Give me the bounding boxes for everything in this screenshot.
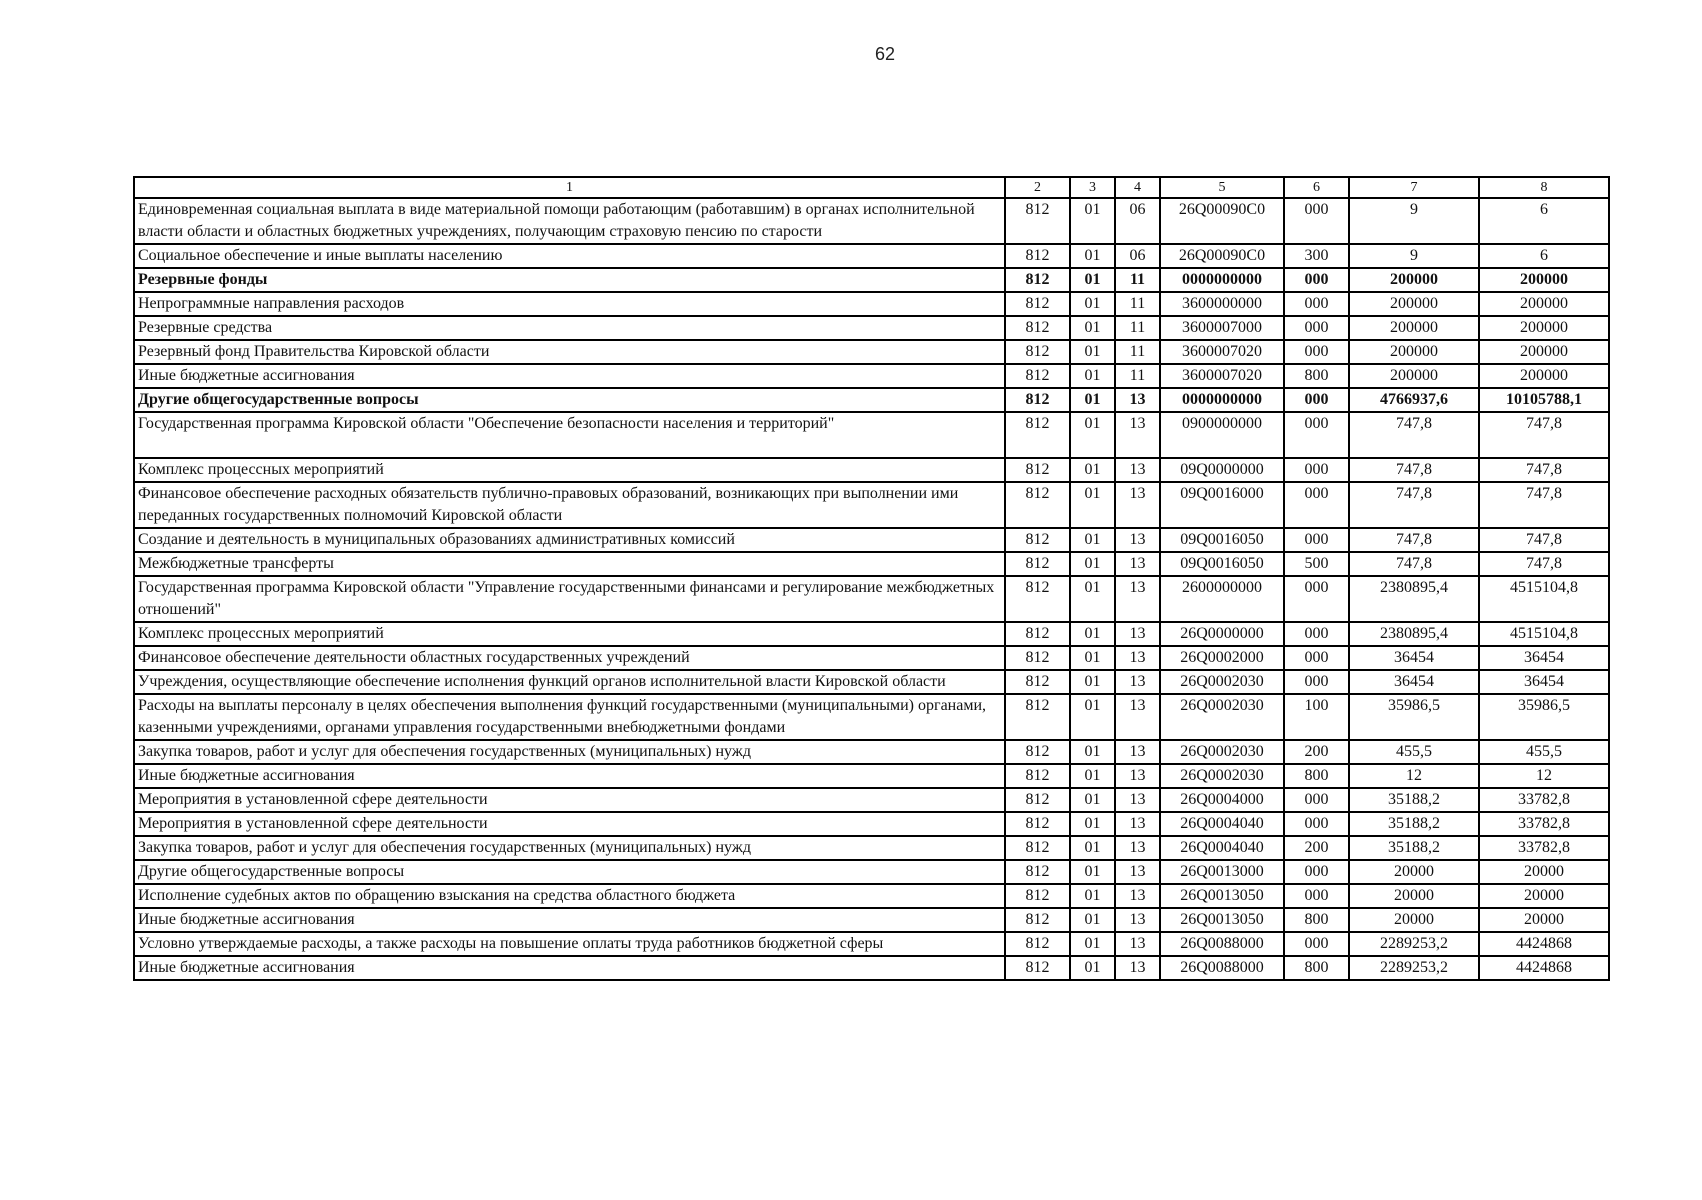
section-code: 01 [1070, 956, 1115, 980]
section-code: 01 [1070, 528, 1115, 552]
table-row [134, 956, 1609, 980]
amount-col-8: 200000 [1479, 292, 1609, 316]
amount-col-8: 35986,5 [1479, 694, 1609, 740]
subsection-code: 13 [1115, 956, 1160, 980]
expense-type-code: 000 [1284, 860, 1349, 884]
section-code: 01 [1070, 268, 1115, 292]
ministry-code: 812 [1005, 932, 1070, 956]
line-item-name: Закупка товаров, работ и услуг для обеспечения государственных (муниципальных) нужд [134, 836, 1005, 860]
line-item-name: Комплекс процессных мероприятий [134, 458, 1005, 482]
subsection-code: 13 [1115, 860, 1160, 884]
amount-col-7: 36454 [1349, 646, 1479, 670]
section-code: 01 [1070, 836, 1115, 860]
section-code: 01 [1070, 622, 1115, 646]
section-code: 01 [1070, 458, 1115, 482]
target-article-code: 09Q0000000 [1160, 458, 1284, 482]
amount-col-7: 35986,5 [1349, 694, 1479, 740]
table-row [134, 528, 1609, 552]
subsection-code: 13 [1115, 388, 1160, 412]
subsection-code: 11 [1115, 364, 1160, 388]
ministry-code: 812 [1005, 458, 1070, 482]
ministry-code: 812 [1005, 646, 1070, 670]
amount-col-8: 200000 [1479, 316, 1609, 340]
table-row [134, 198, 1609, 244]
line-item-name: Другие общегосударственные вопросы [134, 388, 1005, 412]
table-row [134, 670, 1609, 694]
table-row [134, 412, 1609, 458]
ministry-code: 812 [1005, 316, 1070, 340]
table-header-row [134, 177, 1609, 198]
table-row [134, 316, 1609, 340]
ministry-code: 812 [1005, 292, 1070, 316]
target-article-code: 3600000000 [1160, 292, 1284, 316]
subsection-code: 13 [1115, 836, 1160, 860]
target-article-code: 3600007020 [1160, 364, 1284, 388]
subsection-code: 13 [1115, 884, 1160, 908]
expense-type-code: 800 [1284, 764, 1349, 788]
subsection-code: 13 [1115, 412, 1160, 458]
section-code: 01 [1070, 932, 1115, 956]
subsection-code: 13 [1115, 932, 1160, 956]
column-header: 4 [1115, 177, 1160, 198]
line-item-name: Единовременная социальная выплата в виде материальной помощи работающим (работавшим) в органах исполнительной власти области и областных бюджетных учреждениях, получающим страховую пенсию по старости [134, 198, 1005, 244]
line-item-name: Мероприятия в установленной сфере деятельности [134, 812, 1005, 836]
expense-type-code: 000 [1284, 932, 1349, 956]
subsection-code: 13 [1115, 576, 1160, 622]
amount-col-7: 35188,2 [1349, 788, 1479, 812]
table-row [134, 646, 1609, 670]
subsection-code: 13 [1115, 622, 1160, 646]
ministry-code: 812 [1005, 198, 1070, 244]
expense-type-code: 000 [1284, 388, 1349, 412]
target-article-code: 0900000000 [1160, 412, 1284, 458]
expense-type-code: 500 [1284, 552, 1349, 576]
table-row [134, 836, 1609, 860]
section-code: 01 [1070, 552, 1115, 576]
amount-col-7: 20000 [1349, 908, 1479, 932]
table-row [134, 694, 1609, 740]
section-code: 01 [1070, 764, 1115, 788]
ministry-code: 812 [1005, 860, 1070, 884]
amount-col-8: 747,8 [1479, 412, 1609, 458]
amount-col-8: 10105788,1 [1479, 388, 1609, 412]
expense-type-code: 000 [1284, 198, 1349, 244]
amount-col-7: 35188,2 [1349, 812, 1479, 836]
amount-col-8: 33782,8 [1479, 836, 1609, 860]
target-article-code: 26Q0004000 [1160, 788, 1284, 812]
column-header: 1 [134, 177, 1005, 198]
expense-type-code: 200 [1284, 836, 1349, 860]
column-header: 3 [1070, 177, 1115, 198]
line-item-name: Условно утверждаемые расходы, а также расходы на повышение оплаты труда работников бюджетной сферы [134, 932, 1005, 956]
ministry-code: 812 [1005, 764, 1070, 788]
section-code: 01 [1070, 694, 1115, 740]
column-header: 5 [1160, 177, 1284, 198]
section-code: 01 [1070, 388, 1115, 412]
amount-col-8: 33782,8 [1479, 788, 1609, 812]
target-article-code: 26Q0088000 [1160, 932, 1284, 956]
ministry-code: 812 [1005, 364, 1070, 388]
ministry-code: 812 [1005, 388, 1070, 412]
subsection-code: 13 [1115, 788, 1160, 812]
expense-type-code: 000 [1284, 292, 1349, 316]
expense-type-code: 000 [1284, 268, 1349, 292]
table-row [134, 364, 1609, 388]
target-article-code: 26Q0088000 [1160, 956, 1284, 980]
table-row [134, 244, 1609, 268]
section-code: 01 [1070, 576, 1115, 622]
section-code: 01 [1070, 860, 1115, 884]
target-article-code: 09Q0016050 [1160, 552, 1284, 576]
line-item-name: Исполнение судебных актов по обращению взыскания на средства областного бюджета [134, 884, 1005, 908]
column-header: 8 [1479, 177, 1609, 198]
amount-col-8: 200000 [1479, 364, 1609, 388]
expense-type-code: 000 [1284, 316, 1349, 340]
column-header: 7 [1349, 177, 1479, 198]
expense-type-code: 000 [1284, 482, 1349, 528]
target-article-code: 26Q0004040 [1160, 812, 1284, 836]
amount-col-8: 12 [1479, 764, 1609, 788]
ministry-code: 812 [1005, 836, 1070, 860]
target-article-code: 26Q0004040 [1160, 836, 1284, 860]
amount-col-7: 200000 [1349, 340, 1479, 364]
section-code: 01 [1070, 646, 1115, 670]
amount-col-7: 747,8 [1349, 458, 1479, 482]
line-item-name: Финансовое обеспечение деятельности областных государственных учреждений [134, 646, 1005, 670]
amount-col-7: 200000 [1349, 292, 1479, 316]
table-row [134, 764, 1609, 788]
amount-col-8: 33782,8 [1479, 812, 1609, 836]
target-article-code: 26Q0000000 [1160, 622, 1284, 646]
subsection-code: 11 [1115, 340, 1160, 364]
amount-col-7: 2289253,2 [1349, 956, 1479, 980]
amount-col-8: 20000 [1479, 908, 1609, 932]
amount-col-7: 747,8 [1349, 482, 1479, 528]
amount-col-7: 20000 [1349, 884, 1479, 908]
subsection-code: 11 [1115, 292, 1160, 316]
amount-col-7: 2380895,4 [1349, 576, 1479, 622]
amount-col-7: 20000 [1349, 860, 1479, 884]
table-row [134, 458, 1609, 482]
section-code: 01 [1070, 908, 1115, 932]
amount-col-8: 4424868 [1479, 956, 1609, 980]
amount-col-8: 20000 [1479, 884, 1609, 908]
target-article-code: 09Q0016050 [1160, 528, 1284, 552]
amount-col-8: 200000 [1479, 340, 1609, 364]
line-item-name: Мероприятия в установленной сфере деятельности [134, 788, 1005, 812]
table-row [134, 340, 1609, 364]
ministry-code: 812 [1005, 528, 1070, 552]
table-row [134, 740, 1609, 764]
table-row [134, 388, 1609, 412]
expense-type-code: 800 [1284, 956, 1349, 980]
expense-type-code: 000 [1284, 340, 1349, 364]
expense-type-code: 000 [1284, 788, 1349, 812]
budget-table [133, 176, 1610, 981]
line-item-name: Резервные средства [134, 316, 1005, 340]
amount-col-7: 2289253,2 [1349, 932, 1479, 956]
target-article-code: 26Q0002030 [1160, 740, 1284, 764]
target-article-code: 26Q00090C0 [1160, 198, 1284, 244]
line-item-name: Иные бюджетные ассигнования [134, 956, 1005, 980]
subsection-code: 13 [1115, 694, 1160, 740]
amount-col-7: 200000 [1349, 268, 1479, 292]
amount-col-8: 4424868 [1479, 932, 1609, 956]
expense-type-code: 200 [1284, 740, 1349, 764]
amount-col-7: 36454 [1349, 670, 1479, 694]
target-article-code: 3600007020 [1160, 340, 1284, 364]
table-row [134, 908, 1609, 932]
expense-type-code: 000 [1284, 412, 1349, 458]
section-code: 01 [1070, 244, 1115, 268]
line-item-name: Государственная программа Кировской области "Обеспечение безопасности населения и территорий" [134, 412, 1005, 458]
table-row [134, 884, 1609, 908]
line-item-name: Комплекс процессных мероприятий [134, 622, 1005, 646]
ministry-code: 812 [1005, 622, 1070, 646]
subsection-code: 06 [1115, 198, 1160, 244]
target-article-code: 3600007000 [1160, 316, 1284, 340]
table-row [134, 268, 1609, 292]
expense-type-code: 000 [1284, 622, 1349, 646]
target-article-code: 26Q0002000 [1160, 646, 1284, 670]
table-row [134, 552, 1609, 576]
subsection-code: 13 [1115, 812, 1160, 836]
ministry-code: 812 [1005, 788, 1070, 812]
line-item-name: Учреждения, осуществляющие обеспечение исполнения функций органов исполнительной власти Кировской области [134, 670, 1005, 694]
expense-type-code: 000 [1284, 646, 1349, 670]
amount-col-7: 12 [1349, 764, 1479, 788]
amount-col-8: 6 [1479, 244, 1609, 268]
table-row [134, 860, 1609, 884]
subsection-code: 11 [1115, 268, 1160, 292]
section-code: 01 [1070, 788, 1115, 812]
subsection-code: 13 [1115, 908, 1160, 932]
line-item-name: Другие общегосударственные вопросы [134, 860, 1005, 884]
expense-type-code: 100 [1284, 694, 1349, 740]
table-body [134, 177, 1609, 980]
target-article-code: 0000000000 [1160, 388, 1284, 412]
subsection-code: 06 [1115, 244, 1160, 268]
subsection-code: 13 [1115, 764, 1160, 788]
amount-col-8: 6 [1479, 198, 1609, 244]
line-item-name: Иные бюджетные ассигнования [134, 764, 1005, 788]
line-item-name: Расходы на выплаты персоналу в целях обеспечения выполнения функций государственными (муниципальными) органами, казенными учреждениями, органами управления государственными внебюджетными фондами [134, 694, 1005, 740]
section-code: 01 [1070, 198, 1115, 244]
expense-type-code: 000 [1284, 458, 1349, 482]
subsection-code: 13 [1115, 552, 1160, 576]
section-code: 01 [1070, 340, 1115, 364]
section-code: 01 [1070, 482, 1115, 528]
amount-col-7: 4766937,6 [1349, 388, 1479, 412]
ministry-code: 812 [1005, 576, 1070, 622]
line-item-name: Межбюджетные трансферты [134, 552, 1005, 576]
amount-col-8: 747,8 [1479, 482, 1609, 528]
amount-col-8: 747,8 [1479, 528, 1609, 552]
expense-type-code: 300 [1284, 244, 1349, 268]
target-article-code: 2600000000 [1160, 576, 1284, 622]
column-header: 6 [1284, 177, 1349, 198]
ministry-code: 812 [1005, 482, 1070, 528]
column-header: 2 [1005, 177, 1070, 198]
table-row [134, 812, 1609, 836]
expense-type-code: 000 [1284, 884, 1349, 908]
ministry-code: 812 [1005, 956, 1070, 980]
amount-col-7: 747,8 [1349, 552, 1479, 576]
ministry-code: 812 [1005, 670, 1070, 694]
target-article-code: 0000000000 [1160, 268, 1284, 292]
expense-type-code: 000 [1284, 528, 1349, 552]
amount-col-8: 200000 [1479, 268, 1609, 292]
amount-col-7: 747,8 [1349, 528, 1479, 552]
expense-type-code: 800 [1284, 364, 1349, 388]
section-code: 01 [1070, 364, 1115, 388]
amount-col-7: 747,8 [1349, 412, 1479, 458]
ministry-code: 812 [1005, 552, 1070, 576]
amount-col-7: 200000 [1349, 364, 1479, 388]
amount-col-8: 36454 [1479, 646, 1609, 670]
amount-col-8: 455,5 [1479, 740, 1609, 764]
line-item-name: Социальное обеспечение и иные выплаты населению [134, 244, 1005, 268]
table-row [134, 482, 1609, 528]
section-code: 01 [1070, 740, 1115, 764]
amount-col-8: 36454 [1479, 670, 1609, 694]
ministry-code: 812 [1005, 694, 1070, 740]
line-item-name: Иные бюджетные ассигнования [134, 908, 1005, 932]
target-article-code: 26Q00090C0 [1160, 244, 1284, 268]
section-code: 01 [1070, 412, 1115, 458]
amount-col-7: 200000 [1349, 316, 1479, 340]
subsection-code: 11 [1115, 316, 1160, 340]
section-code: 01 [1070, 670, 1115, 694]
section-code: 01 [1070, 884, 1115, 908]
expense-type-code: 800 [1284, 908, 1349, 932]
table-row [134, 576, 1609, 622]
subsection-code: 13 [1115, 670, 1160, 694]
subsection-code: 13 [1115, 482, 1160, 528]
subsection-code: 13 [1115, 528, 1160, 552]
expense-type-code: 000 [1284, 812, 1349, 836]
line-item-name: Иные бюджетные ассигнования [134, 364, 1005, 388]
ministry-code: 812 [1005, 812, 1070, 836]
ministry-code: 812 [1005, 884, 1070, 908]
line-item-name: Резервные фонды [134, 268, 1005, 292]
target-article-code: 26Q0002030 [1160, 764, 1284, 788]
table-row [134, 622, 1609, 646]
line-item-name: Финансовое обеспечение расходных обязательств публично-правовых образований, возникающих при выполнении ими переданных государственных полномочий Кировской области [134, 482, 1005, 528]
section-code: 01 [1070, 812, 1115, 836]
target-article-code: 26Q0002030 [1160, 670, 1284, 694]
amount-col-7: 9 [1349, 244, 1479, 268]
amount-col-7: 35188,2 [1349, 836, 1479, 860]
amount-col-8: 747,8 [1479, 552, 1609, 576]
ministry-code: 812 [1005, 412, 1070, 458]
amount-col-7: 2380895,4 [1349, 622, 1479, 646]
line-item-name: Создание и деятельность в муниципальных образованиях административных комиссий [134, 528, 1005, 552]
target-article-code: 26Q0013000 [1160, 860, 1284, 884]
amount-col-8: 20000 [1479, 860, 1609, 884]
line-item-name: Непрограммные направления расходов [134, 292, 1005, 316]
ministry-code: 812 [1005, 244, 1070, 268]
page-number: 62 [874, 44, 896, 64]
line-item-name: Государственная программа Кировской области "Управление государственными финансами и регулирование межбюджетных отношений" [134, 576, 1005, 622]
target-article-code: 26Q0013050 [1160, 884, 1284, 908]
ministry-code: 812 [1005, 908, 1070, 932]
amount-col-7: 9 [1349, 198, 1479, 244]
amount-col-8: 4515104,8 [1479, 622, 1609, 646]
table-row [134, 292, 1609, 316]
subsection-code: 13 [1115, 740, 1160, 764]
expense-type-code: 000 [1284, 670, 1349, 694]
line-item-name: Закупка товаров, работ и услуг для обеспечения государственных (муниципальных) нужд [134, 740, 1005, 764]
subsection-code: 13 [1115, 646, 1160, 670]
ministry-code: 812 [1005, 740, 1070, 764]
line-item-name: Резервный фонд Правительства Кировской области [134, 340, 1005, 364]
ministry-code: 812 [1005, 340, 1070, 364]
target-article-code: 26Q0002030 [1160, 694, 1284, 740]
section-code: 01 [1070, 316, 1115, 340]
subsection-code: 13 [1115, 458, 1160, 482]
amount-col-7: 455,5 [1349, 740, 1479, 764]
ministry-code: 812 [1005, 268, 1070, 292]
target-article-code: 26Q0013050 [1160, 908, 1284, 932]
target-article-code: 09Q0016000 [1160, 482, 1284, 528]
amount-col-8: 747,8 [1479, 458, 1609, 482]
table-row [134, 932, 1609, 956]
table-row [134, 788, 1609, 812]
expense-type-code: 000 [1284, 576, 1349, 622]
section-code: 01 [1070, 292, 1115, 316]
amount-col-8: 4515104,8 [1479, 576, 1609, 622]
